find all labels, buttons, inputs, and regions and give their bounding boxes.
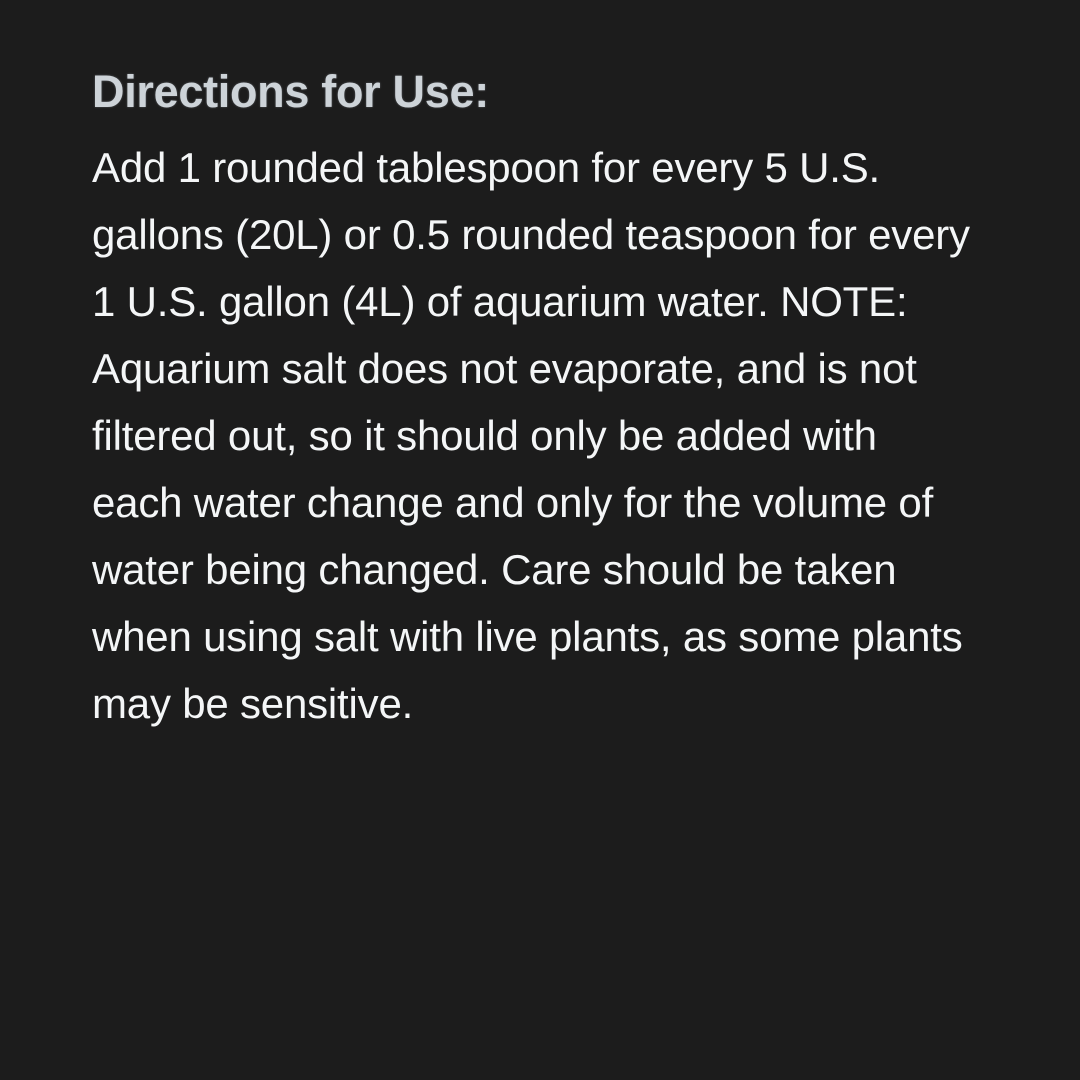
- instructions-block: [92, 66, 992, 737]
- instructions-paragraph: Add 1 rounded tablespoon for every 5 U.S. gallons (20L) or 0.5 rounded teaspoon for every 1 U.S. gallon (4L) of aquarium water. NOTE: Aquarium salt does not evaporate, and is not filtered out, so it should only be added with each water change and only for the volume of water being changed. Care should be taken when using salt with live plants, as some plants may be sensitive.: [92, 143, 970, 727]
- page-title: Directions for Use:: [92, 66, 489, 117]
